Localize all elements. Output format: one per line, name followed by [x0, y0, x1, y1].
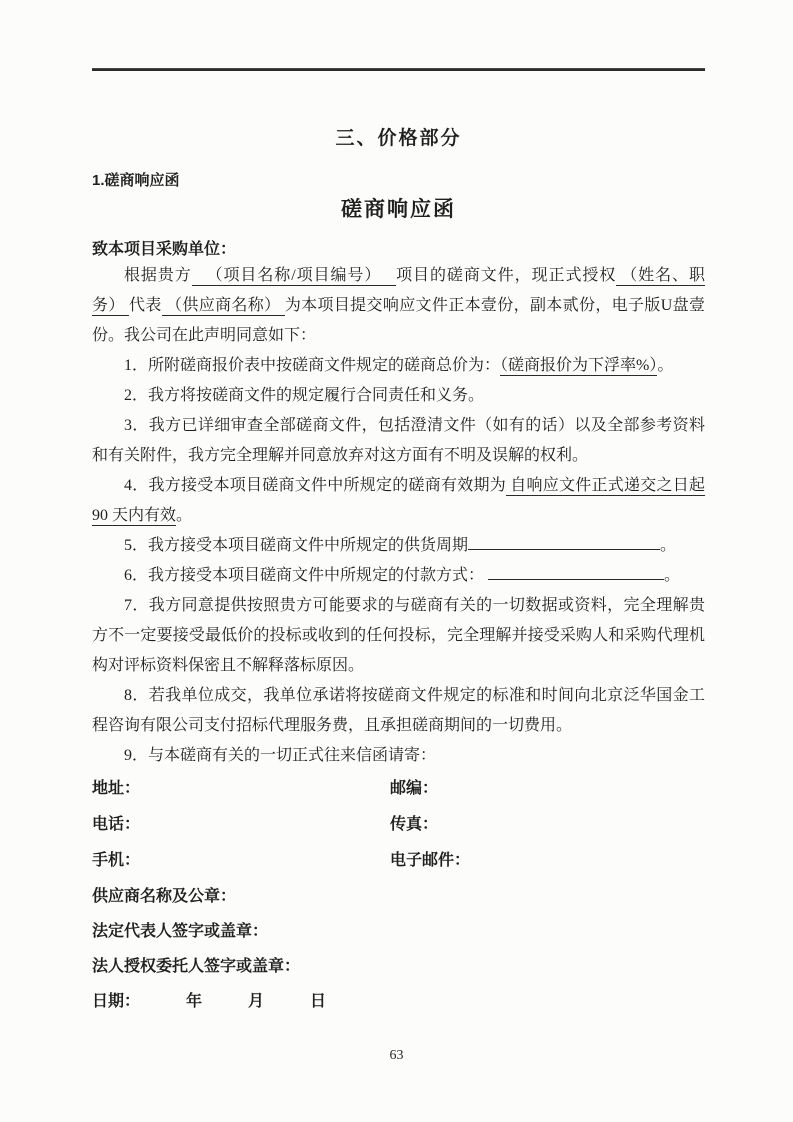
paragraph — [92, 471, 705, 531]
body-paragraphs — [92, 261, 705, 771]
text-run: 5．我方接受本项目磋商文件中所规定的供货周期 — [124, 537, 469, 554]
text-run: 项目的磋商文件，现正式授权 — [396, 267, 617, 284]
contact-label-right: 邮编： — [390, 780, 439, 797]
date-unit: 月 — [248, 993, 265, 1010]
form-item-label: 1.磋商响应函 — [92, 172, 180, 189]
text-run: 。 — [176, 507, 193, 524]
paragraph — [92, 591, 705, 681]
paragraph — [92, 411, 705, 471]
text-run: 。 — [664, 567, 681, 584]
fill-in-blank — [488, 566, 664, 580]
contact-label-right: 传真： — [390, 816, 439, 833]
text-run: 根据贵方 — [124, 267, 192, 284]
date-line — [92, 984, 705, 1019]
paragraph — [92, 381, 705, 411]
salutation: 致本项目采购单位： — [92, 241, 237, 258]
text-run: 7．我方同意提供按照贵方可能要求的与磋商有关的一切数据或资料，完全理解贵方不一定要接受最低价的投标或收到的任何投标，完全理解并接受采购人和采购代理机构对评标资料保密且不解释落标原因。 — [92, 597, 705, 674]
underlined-text: （供应商名称） — [161, 297, 285, 314]
page-content — [92, 0, 705, 1019]
contact-row — [92, 843, 705, 879]
underlined-text: （磋商报价为下浮率%） — [500, 357, 658, 374]
text-run: 9．与本磋商有关的一切正式往来信函请寄： — [124, 747, 437, 764]
text-run: 8．若我单位成交，我单位承诺将按磋商文件规定的标准和时间向北京泛华国金工程咨询有限公司支付招标代理服务费，且承担磋商期间的一切费用。 — [92, 687, 705, 734]
text-run: 6．我方接受本项目磋商文件中所规定的付款方式： — [124, 567, 485, 584]
text-run: 4．我方接受本项目磋商文件中所规定的磋商有效期为 — [124, 477, 506, 494]
text-run: 1．所附磋商报价表中按磋商文件规定的磋商总价为： — [124, 357, 501, 374]
text-run: 2．我方将按磋商文件的规定履行合同责任和义务。 — [124, 387, 485, 404]
text-run: 。 — [657, 357, 674, 374]
date-unit: 日 — [310, 993, 327, 1010]
contact-label-left: 电话： — [92, 816, 141, 833]
contact-grid — [92, 771, 705, 879]
page-number: 63 — [389, 1048, 404, 1063]
paragraph — [92, 561, 705, 591]
text-run: 为本项目提交响应文件正本壹份，副本贰份，电子版U盘壹份。我公司在此声明同意如下： — [92, 297, 705, 344]
paragraph — [92, 741, 705, 771]
section-heading: 三、价格部分 — [335, 128, 462, 149]
fill-in-blank — [468, 536, 660, 550]
text-run: 代表 — [129, 297, 162, 314]
contact-label-left: 地址： — [92, 780, 141, 797]
contact-label-left: 手机： — [92, 852, 141, 869]
paragraph — [92, 531, 705, 561]
date-label: 日期： — [92, 993, 141, 1010]
paragraph — [92, 351, 705, 381]
contact-row — [92, 771, 705, 807]
signature-lines — [92, 879, 705, 984]
underlined-text: （姓名、职务） — [92, 267, 705, 314]
header-double-rule — [92, 68, 705, 71]
underlined-text: 自响应文件正式递交之日起 90 天内有效 — [92, 477, 705, 524]
contact-row — [92, 807, 705, 843]
signature-line: 供应商名称及公章： — [92, 888, 237, 905]
text-run: 3．我方已详细审查全部磋商文件，包括澄清文件（如有的话）以及全部参考资料和有关附件，我方完全理解并同意放弃对这方面有不明及误解的权利。 — [92, 417, 705, 464]
text-run: 。 — [660, 537, 677, 554]
underlined-text: （项目名称/项目编号） — [191, 267, 397, 284]
signature-line: 法人授权委托人签字或盖章： — [92, 958, 301, 975]
signature-line: 法定代表人签字或盖章： — [92, 923, 269, 940]
paragraph — [92, 261, 705, 351]
contact-label-right: 电子邮件： — [390, 852, 471, 869]
letter-title: 磋商响应函 — [341, 198, 456, 221]
date-unit: 年 — [186, 993, 203, 1010]
paragraph — [92, 681, 705, 741]
